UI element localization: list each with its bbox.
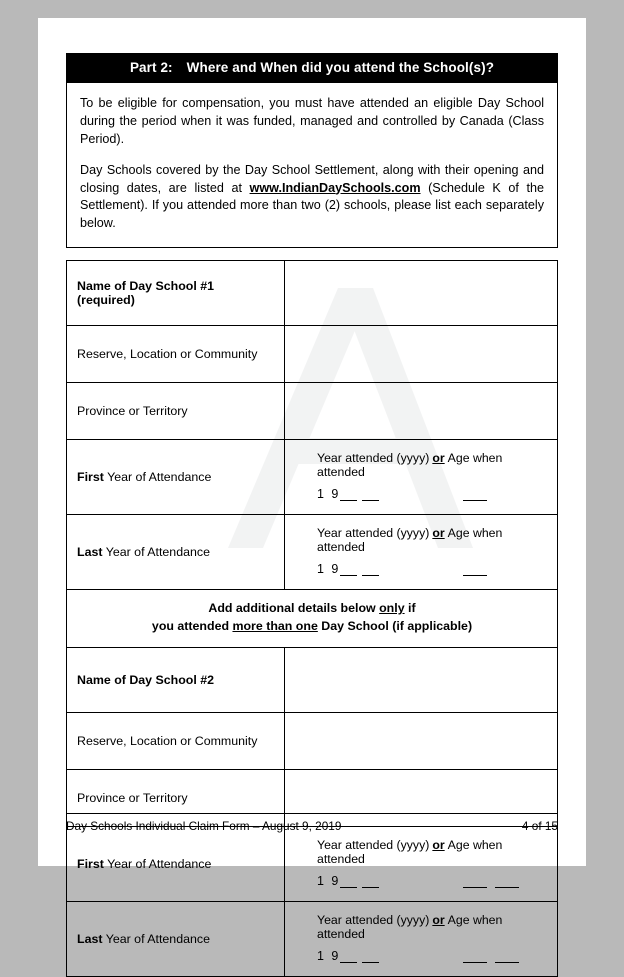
school-2-reserve-input[interactable] — [285, 713, 558, 770]
school-2-first-year-label — [67, 827, 285, 902]
school-1-first-age-label: Age when attended — [317, 451, 503, 480]
school-2-last-year-fields — [285, 902, 558, 977]
school-1-last-year-label — [67, 515, 285, 590]
school-2-last-year-prefix: 1 9 — [317, 949, 341, 964]
part-label: Part 2: — [129, 60, 173, 75]
school-2-first-age-input-a[interactable] — [463, 876, 487, 888]
school-2-last-year-rest: Year of Attendance — [102, 932, 210, 947]
footer-page-number: 4 of 15 — [521, 819, 558, 833]
divider-line1-before: Add additional details below — [208, 601, 380, 616]
school-1-first-year-digit-4[interactable] — [362, 489, 379, 501]
divider-line1-after: if — [404, 601, 416, 616]
page-footer — [66, 813, 558, 833]
additional-details-divider — [67, 590, 558, 648]
school-1-name-label-line2: (required) — [77, 293, 135, 308]
school-1-name-label — [67, 261, 285, 326]
part-title: Where and When did you attend the School(s)? — [186, 60, 495, 75]
divider-line1-underline: only — [379, 601, 405, 616]
school-1-reserve-label: Reserve, Location or Community — [67, 326, 285, 383]
divider-line2-after: Day School (if applicable) — [317, 619, 473, 634]
table-row — [67, 326, 558, 383]
school-2-last-year-attended-label: Year attended (yyyy) — [317, 913, 430, 928]
school-1-last-year-digit-3[interactable] — [340, 564, 357, 576]
school-2-last-or-label: or — [432, 913, 445, 928]
school-1-first-year-rest: Year of Attendance — [103, 470, 212, 485]
school-2-last-year-digit-3[interactable] — [340, 951, 357, 963]
intro-paragraph-2 — [80, 162, 544, 234]
school-2-first-year-strong: First — [77, 857, 104, 872]
school-1-first-age-input[interactable] — [463, 489, 487, 501]
divider-line2-before: you attended — [151, 619, 233, 634]
divider-line2-underline: more than one — [232, 619, 318, 634]
school-1-name-input[interactable] — [285, 261, 558, 326]
claim-form — [66, 53, 558, 977]
school-1-last-year-fields — [285, 515, 558, 590]
school-2-province-label: Province or Territory — [67, 770, 285, 827]
table-row — [67, 713, 558, 770]
school-2-first-year-rest: Year of Attendance — [103, 857, 212, 872]
intro-paragraph-1: To be eligible for compensation, you must have attended an eligible Day School during the period when it was funded, managed and controlled by Canada (Class Period). — [80, 96, 544, 146]
school-2-first-age-label: Age when attended — [317, 838, 503, 867]
footer-document-title: Day Schools Individual Claim Form – August 9, 2019 — [66, 819, 342, 833]
document-page — [38, 18, 586, 964]
school-1-last-age-input[interactable] — [463, 564, 487, 576]
intro-paragraph-2-after: (Schedule K of the Settlement). If you attended more than two (2) schools, please list each separately below. — [80, 180, 544, 231]
school-2-first-age-input-b[interactable] — [495, 876, 519, 888]
school-1-first-year-attended-label: Year attended (yyyy) — [317, 451, 430, 466]
school-1-province-input[interactable] — [285, 383, 558, 440]
school-1-last-age-label: Age when attended — [317, 526, 503, 555]
school-1-name-label-line1: Name of Day School #1 — [77, 279, 215, 294]
school-2-name-input[interactable] — [285, 648, 558, 713]
school-1-last-year-rest: Year of Attendance — [102, 545, 210, 560]
school-2-name-label: Name of Day School #2 — [67, 648, 285, 713]
school-2-first-year-digit-4[interactable] — [362, 876, 379, 888]
table-row — [67, 827, 558, 902]
school-1-first-year-fields — [285, 440, 558, 515]
school-1-first-or-label: or — [432, 451, 445, 466]
school-2-first-year-prefix: 1 9 — [317, 874, 341, 889]
school-2-first-year-attended-label: Year attended (yyyy) — [317, 838, 430, 853]
table-row — [67, 261, 558, 326]
intro-text-block — [66, 83, 558, 248]
school-2-first-year-fields — [285, 827, 558, 902]
table-row — [67, 515, 558, 590]
table-row — [67, 648, 558, 713]
school-2-last-year-digit-4[interactable] — [362, 951, 379, 963]
school-1-province-label: Province or Territory — [67, 383, 285, 440]
school-2-last-age-label: Age when attended — [317, 913, 503, 942]
school-1-last-year-prefix: 1 9 — [317, 562, 341, 577]
table-row — [67, 383, 558, 440]
school-2-last-age-input-b[interactable] — [495, 951, 519, 963]
day-schools-website-link[interactable]: www.IndianDaySchools.com — [249, 180, 421, 195]
part-title-bar — [66, 53, 558, 83]
table-row — [67, 902, 558, 977]
table-row — [67, 440, 558, 515]
school-2-last-year-strong: Last — [77, 932, 103, 947]
school-1-first-year-digit-3[interactable] — [340, 489, 357, 501]
school-1-reserve-input[interactable] — [285, 326, 558, 383]
school-2-reserve-label: Reserve, Location or Community — [67, 713, 285, 770]
intro-paragraph-2-before: Day Schools covered by the Day School Settlement, along with their opening and closing dates, are listed at — [80, 162, 544, 195]
school-1-last-year-strong: Last — [77, 545, 103, 560]
school-1-first-year-label — [67, 440, 285, 515]
school-1-last-year-digit-4[interactable] — [362, 564, 379, 576]
school-1-last-or-label: or — [432, 526, 445, 541]
school-2-first-year-digit-3[interactable] — [340, 876, 357, 888]
school-1-first-year-strong: First — [77, 470, 104, 485]
school-1-first-year-prefix: 1 9 — [317, 487, 341, 502]
school-2-first-or-label: or — [432, 838, 445, 853]
school-2-last-age-input-a[interactable] — [463, 951, 487, 963]
school-1-table — [66, 260, 558, 977]
school-1-last-year-attended-label: Year attended (yyyy) — [317, 526, 430, 541]
school-2-last-year-label — [67, 902, 285, 977]
